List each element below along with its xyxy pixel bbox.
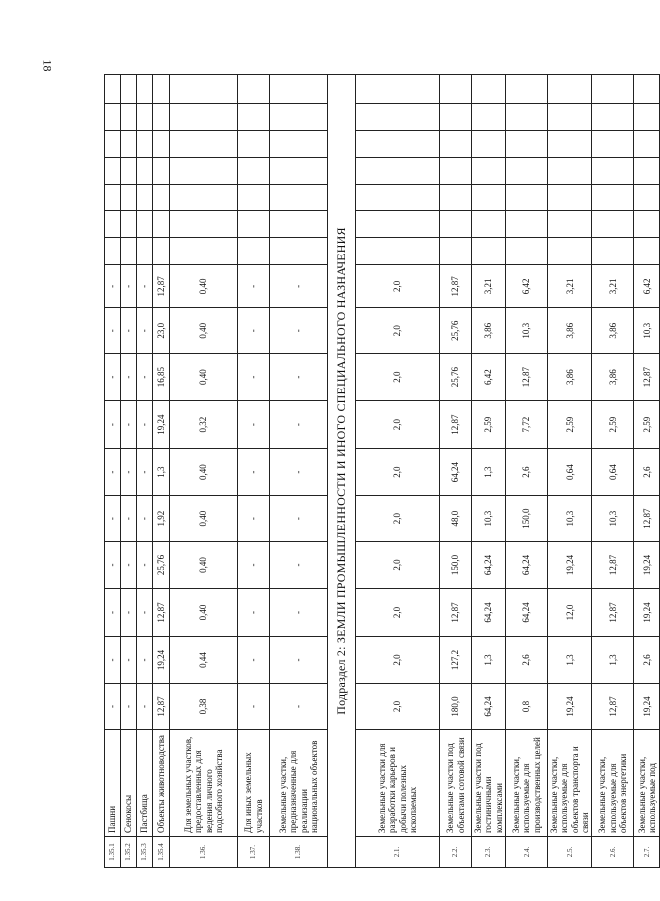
empty-cell: [153, 211, 170, 238]
row-name: Сенокосы: [121, 729, 137, 836]
row-number: 1.35.4: [153, 837, 170, 868]
empty-cell: [356, 130, 440, 157]
empty-cell: [356, 238, 440, 265]
value-cell: 2,0: [356, 636, 440, 683]
section-header-body: [328, 75, 356, 868]
row-name: Земельные участки, используемые для производственных целей: [506, 729, 548, 836]
value-cell: 64,24: [506, 541, 548, 588]
empty-cell: [121, 130, 137, 157]
value-cell: -: [121, 353, 137, 400]
value-cell: 0,64: [592, 448, 634, 495]
value-cell: 2,0: [356, 448, 440, 495]
value-cell: 7,72: [506, 401, 548, 448]
empty-cell: [634, 130, 660, 157]
empty-cell: [440, 184, 472, 211]
empty-cell: [137, 157, 153, 184]
empty-cell: [548, 104, 592, 131]
value-cell: 12,87: [634, 353, 660, 400]
value-cell: 2,0: [356, 401, 440, 448]
table-row: [634, 75, 660, 868]
value-cell: 19,24: [153, 636, 170, 683]
value-cell: 0,40: [170, 496, 238, 541]
value-cell: 3,86: [548, 353, 592, 400]
empty-cell: [121, 184, 137, 211]
row-name: Пастбища: [137, 729, 153, 836]
empty-cell: [105, 157, 121, 184]
empty-cell: [270, 104, 328, 131]
value-cell: 1,3: [472, 448, 506, 495]
value-cell: 2,6: [506, 448, 548, 495]
value-cell: -: [238, 265, 270, 308]
empty-cell: [170, 211, 238, 238]
value-cell: 10,3: [548, 496, 592, 541]
table-row: [592, 75, 634, 868]
empty-cell: [440, 104, 472, 131]
empty-cell: [548, 157, 592, 184]
empty-cell: [170, 238, 238, 265]
empty-cell: [356, 104, 440, 131]
rates-table: [104, 74, 660, 868]
empty-cell: [153, 130, 170, 157]
row-number: 2.7.: [634, 837, 660, 868]
empty-cell: [592, 184, 634, 211]
empty-cell: [105, 130, 121, 157]
table-row: [153, 75, 170, 868]
table-row: [356, 75, 440, 868]
table-body-top: [105, 75, 328, 868]
value-cell: -: [238, 589, 270, 636]
value-cell: -: [121, 636, 137, 683]
empty-cell: [270, 157, 328, 184]
value-cell: 2,6: [506, 636, 548, 683]
empty-cell: [238, 211, 270, 238]
row-name: Земельные участки, используемые для объектов транспорта и связи: [548, 729, 592, 836]
value-cell: -: [270, 589, 328, 636]
row-number: 2.5.: [548, 837, 592, 868]
value-cell: -: [238, 684, 270, 729]
value-cell: -: [238, 496, 270, 541]
value-cell: 12,87: [592, 589, 634, 636]
empty-cell: [105, 104, 121, 131]
row-number: 1.38.: [270, 837, 328, 868]
value-cell: 48,0: [440, 496, 472, 541]
value-cell: 64,24: [506, 589, 548, 636]
empty-cell: [153, 157, 170, 184]
value-cell: 19,24: [634, 589, 660, 636]
empty-cell: [170, 104, 238, 131]
value-cell: -: [105, 541, 121, 588]
value-cell: 127,2: [440, 636, 472, 683]
empty-cell: [506, 184, 548, 211]
row-name: Объекты животноводства: [153, 729, 170, 836]
empty-cell: [548, 75, 592, 104]
value-cell: 2,0: [356, 589, 440, 636]
value-cell: 0,40: [170, 353, 238, 400]
value-cell: 1,3: [153, 448, 170, 495]
value-cell: -: [270, 353, 328, 400]
value-cell: 0,40: [170, 448, 238, 495]
empty-cell: [548, 211, 592, 238]
row-number: 2.4.: [506, 837, 548, 868]
value-cell: 19,24: [548, 541, 592, 588]
empty-cell: [105, 75, 121, 104]
value-cell: 3,86: [592, 308, 634, 353]
empty-cell: [270, 75, 328, 104]
value-cell: 0,64: [548, 448, 592, 495]
empty-cell: [356, 75, 440, 104]
value-cell: -: [105, 684, 121, 729]
value-cell: 0,40: [170, 308, 238, 353]
value-cell: 25,76: [153, 541, 170, 588]
value-cell: -: [121, 496, 137, 541]
value-cell: 0,38: [170, 684, 238, 729]
value-cell: -: [105, 589, 121, 636]
empty-cell: [472, 211, 506, 238]
empty-cell: [472, 184, 506, 211]
value-cell: 12,87: [592, 684, 634, 729]
empty-cell: [472, 157, 506, 184]
value-cell: -: [121, 684, 137, 729]
row-number: 2.6.: [592, 837, 634, 868]
value-cell: 64,24: [472, 589, 506, 636]
empty-cell: [472, 238, 506, 265]
empty-cell: [592, 130, 634, 157]
table-row: [270, 75, 328, 868]
value-cell: 64,24: [472, 684, 506, 729]
value-cell: 0,40: [170, 541, 238, 588]
empty-cell: [153, 238, 170, 265]
value-cell: 3,86: [592, 353, 634, 400]
row-number: 2.2.: [440, 837, 472, 868]
empty-cell: [356, 184, 440, 211]
empty-cell: [137, 211, 153, 238]
value-cell: -: [137, 496, 153, 541]
empty-cell: [238, 130, 270, 157]
table-row: [170, 75, 238, 868]
value-cell: 2,0: [356, 496, 440, 541]
section-title: Подраздел 2: ЗЕМЛИ ПРОМЫШЛЕННОСТИ И ИНОГО СПЕЦИАЛЬНОГО НАЗНАЧЕНИЯ: [328, 75, 356, 868]
value-cell: 150,0: [506, 496, 548, 541]
empty-cell: [506, 157, 548, 184]
row-name: Земельные участки, предназначенные для реализации национальных объектов: [270, 729, 328, 836]
value-cell: -: [121, 541, 137, 588]
empty-cell: [472, 130, 506, 157]
empty-cell: [440, 157, 472, 184]
row-name: Земельные участки для разработки карьеров и добычи полезных ископаемых: [356, 729, 440, 836]
value-cell: 2,6: [634, 636, 660, 683]
value-cell: -: [105, 353, 121, 400]
rotated-table-container: [104, 74, 657, 868]
empty-cell: [634, 211, 660, 238]
value-cell: 2,59: [548, 401, 592, 448]
empty-cell: [548, 130, 592, 157]
row-number: 1.35.1: [105, 837, 121, 868]
row-name: Земельные участки, используемые для объектов энергетики: [592, 729, 634, 836]
table-row: [105, 75, 121, 868]
empty-cell: [137, 238, 153, 265]
row-name: Пашни: [105, 729, 121, 836]
empty-cell: [270, 130, 328, 157]
value-cell: -: [137, 353, 153, 400]
empty-cell: [440, 75, 472, 104]
empty-cell: [506, 104, 548, 131]
value-cell: -: [270, 636, 328, 683]
empty-cell: [548, 184, 592, 211]
value-cell: 1,3: [592, 636, 634, 683]
value-cell: -: [105, 496, 121, 541]
page-number: 18: [40, 59, 55, 72]
table-body-bottom: [356, 75, 660, 868]
value-cell: 25,76: [440, 308, 472, 353]
value-cell: 12,87: [440, 589, 472, 636]
row-number: 2.3.: [472, 837, 506, 868]
empty-cell: [137, 104, 153, 131]
value-cell: -: [238, 401, 270, 448]
value-cell: -: [137, 265, 153, 308]
empty-cell: [592, 75, 634, 104]
value-cell: 2,59: [592, 401, 634, 448]
value-cell: -: [121, 589, 137, 636]
value-cell: -: [121, 308, 137, 353]
value-cell: 3,21: [472, 265, 506, 308]
empty-cell: [105, 238, 121, 265]
value-cell: -: [137, 589, 153, 636]
value-cell: 23,0: [153, 308, 170, 353]
value-cell: 19,24: [634, 541, 660, 588]
row-number: 1.37.: [238, 837, 270, 868]
value-cell: 3,21: [548, 265, 592, 308]
empty-cell: [592, 238, 634, 265]
value-cell: 25,76: [440, 353, 472, 400]
table-row: [548, 75, 592, 868]
value-cell: 150,0: [440, 541, 472, 588]
value-cell: -: [137, 684, 153, 729]
empty-cell: [238, 184, 270, 211]
empty-cell: [121, 157, 137, 184]
empty-cell: [506, 75, 548, 104]
value-cell: 12,87: [592, 541, 634, 588]
empty-cell: [238, 238, 270, 265]
value-cell: 12,0: [548, 589, 592, 636]
empty-cell: [238, 75, 270, 104]
value-cell: 1,3: [548, 636, 592, 683]
section-row: [328, 75, 356, 868]
value-cell: 2,0: [356, 353, 440, 400]
value-cell: -: [121, 265, 137, 308]
empty-cell: [592, 157, 634, 184]
empty-cell: [506, 238, 548, 265]
empty-cell: [356, 211, 440, 238]
empty-cell: [440, 211, 472, 238]
empty-cell: [153, 184, 170, 211]
value-cell: 0,40: [170, 265, 238, 308]
row-name: Земельные участки под объектами сотовой связи: [440, 729, 472, 836]
value-cell: 2,0: [356, 541, 440, 588]
value-cell: 0,44: [170, 636, 238, 683]
empty-cell: [137, 184, 153, 211]
empty-cell: [121, 211, 137, 238]
empty-cell: [270, 184, 328, 211]
empty-cell: [170, 130, 238, 157]
value-cell: 1,92: [153, 496, 170, 541]
empty-cell: [105, 184, 121, 211]
value-cell: 0,8: [506, 684, 548, 729]
value-cell: 19,24: [153, 401, 170, 448]
empty-cell: [548, 238, 592, 265]
empty-cell: [592, 211, 634, 238]
value-cell: 12,87: [153, 265, 170, 308]
value-cell: 19,24: [634, 684, 660, 729]
empty-cell: [238, 157, 270, 184]
value-cell: -: [270, 265, 328, 308]
table-row: [137, 75, 153, 868]
value-cell: -: [238, 541, 270, 588]
empty-cell: [472, 104, 506, 131]
empty-cell: [634, 157, 660, 184]
row-number: 2.1.: [356, 837, 440, 868]
empty-cell: [592, 104, 634, 131]
value-cell: -: [105, 401, 121, 448]
value-cell: -: [137, 308, 153, 353]
empty-cell: [356, 157, 440, 184]
value-cell: -: [137, 541, 153, 588]
value-cell: 19,24: [548, 684, 592, 729]
value-cell: 6,42: [472, 353, 506, 400]
empty-cell: [472, 75, 506, 104]
value-cell: -: [121, 401, 137, 448]
value-cell: -: [238, 636, 270, 683]
empty-cell: [634, 75, 660, 104]
value-cell: 12,87: [634, 496, 660, 541]
value-cell: -: [270, 684, 328, 729]
value-cell: 2,6: [634, 448, 660, 495]
value-cell: 2,0: [356, 308, 440, 353]
table-row: [121, 75, 137, 868]
empty-cell: [634, 184, 660, 211]
row-name: Земельные участки под гостиничными комплексами: [472, 729, 506, 836]
value-cell: 10,3: [634, 308, 660, 353]
value-cell: 2,0: [356, 265, 440, 308]
value-cell: 2,59: [472, 401, 506, 448]
value-cell: -: [270, 448, 328, 495]
value-cell: 3,86: [548, 308, 592, 353]
empty-cell: [153, 75, 170, 104]
empty-cell: [170, 75, 238, 104]
empty-cell: [270, 238, 328, 265]
value-cell: 6,42: [506, 265, 548, 308]
value-cell: -: [105, 448, 121, 495]
value-cell: 64,24: [472, 541, 506, 588]
table-row: [238, 75, 270, 868]
value-cell: 3,21: [592, 265, 634, 308]
empty-cell: [270, 211, 328, 238]
value-cell: 0,32: [170, 401, 238, 448]
value-cell: -: [270, 541, 328, 588]
value-cell: 12,87: [506, 353, 548, 400]
value-cell: 10,3: [592, 496, 634, 541]
value-cell: 0,40: [170, 589, 238, 636]
empty-cell: [137, 130, 153, 157]
value-cell: -: [121, 448, 137, 495]
value-cell: 180,0: [440, 684, 472, 729]
value-cell: -: [105, 265, 121, 308]
value-cell: -: [137, 636, 153, 683]
empty-cell: [440, 238, 472, 265]
value-cell: 12,87: [153, 684, 170, 729]
value-cell: -: [270, 496, 328, 541]
value-cell: -: [137, 448, 153, 495]
value-cell: -: [105, 636, 121, 683]
table-row: [440, 75, 472, 868]
empty-cell: [137, 75, 153, 104]
value-cell: 3,86: [472, 308, 506, 353]
value-cell: 2,0: [356, 684, 440, 729]
empty-cell: [506, 130, 548, 157]
empty-cell: [121, 75, 137, 104]
row-name: Для иных земельных участков: [238, 729, 270, 836]
empty-cell: [238, 104, 270, 131]
value-cell: -: [105, 308, 121, 353]
empty-cell: [121, 238, 137, 265]
empty-cell: [170, 157, 238, 184]
empty-cell: [440, 130, 472, 157]
row-name: Земельные участки, используемые под: [634, 729, 660, 836]
table-row: [506, 75, 548, 868]
value-cell: 12,87: [440, 401, 472, 448]
row-name: Для земельных участков, предоставленных для ведения личного подсобного хозяйства: [170, 729, 238, 836]
value-cell: -: [137, 401, 153, 448]
value-cell: -: [238, 308, 270, 353]
row-number: 1.35.3: [137, 837, 153, 868]
value-cell: 6,42: [634, 265, 660, 308]
value-cell: 12,87: [153, 589, 170, 636]
value-cell: 12,87: [440, 265, 472, 308]
table-row: [472, 75, 506, 868]
value-cell: -: [238, 353, 270, 400]
value-cell: 2,59: [634, 401, 660, 448]
value-cell: -: [270, 308, 328, 353]
value-cell: -: [238, 448, 270, 495]
empty-cell: [634, 104, 660, 131]
value-cell: 10,3: [472, 496, 506, 541]
value-cell: 16,85: [153, 353, 170, 400]
value-cell: 10,3: [506, 308, 548, 353]
empty-cell: [506, 211, 548, 238]
row-number: 1.36.: [170, 837, 238, 868]
empty-cell: [153, 104, 170, 131]
empty-cell: [105, 211, 121, 238]
empty-cell: [634, 238, 660, 265]
row-number: 1.35.2: [121, 837, 137, 868]
value-cell: -: [270, 401, 328, 448]
empty-cell: [170, 184, 238, 211]
empty-cell: [121, 104, 137, 131]
value-cell: 1,3: [472, 636, 506, 683]
value-cell: 64,24: [440, 448, 472, 495]
